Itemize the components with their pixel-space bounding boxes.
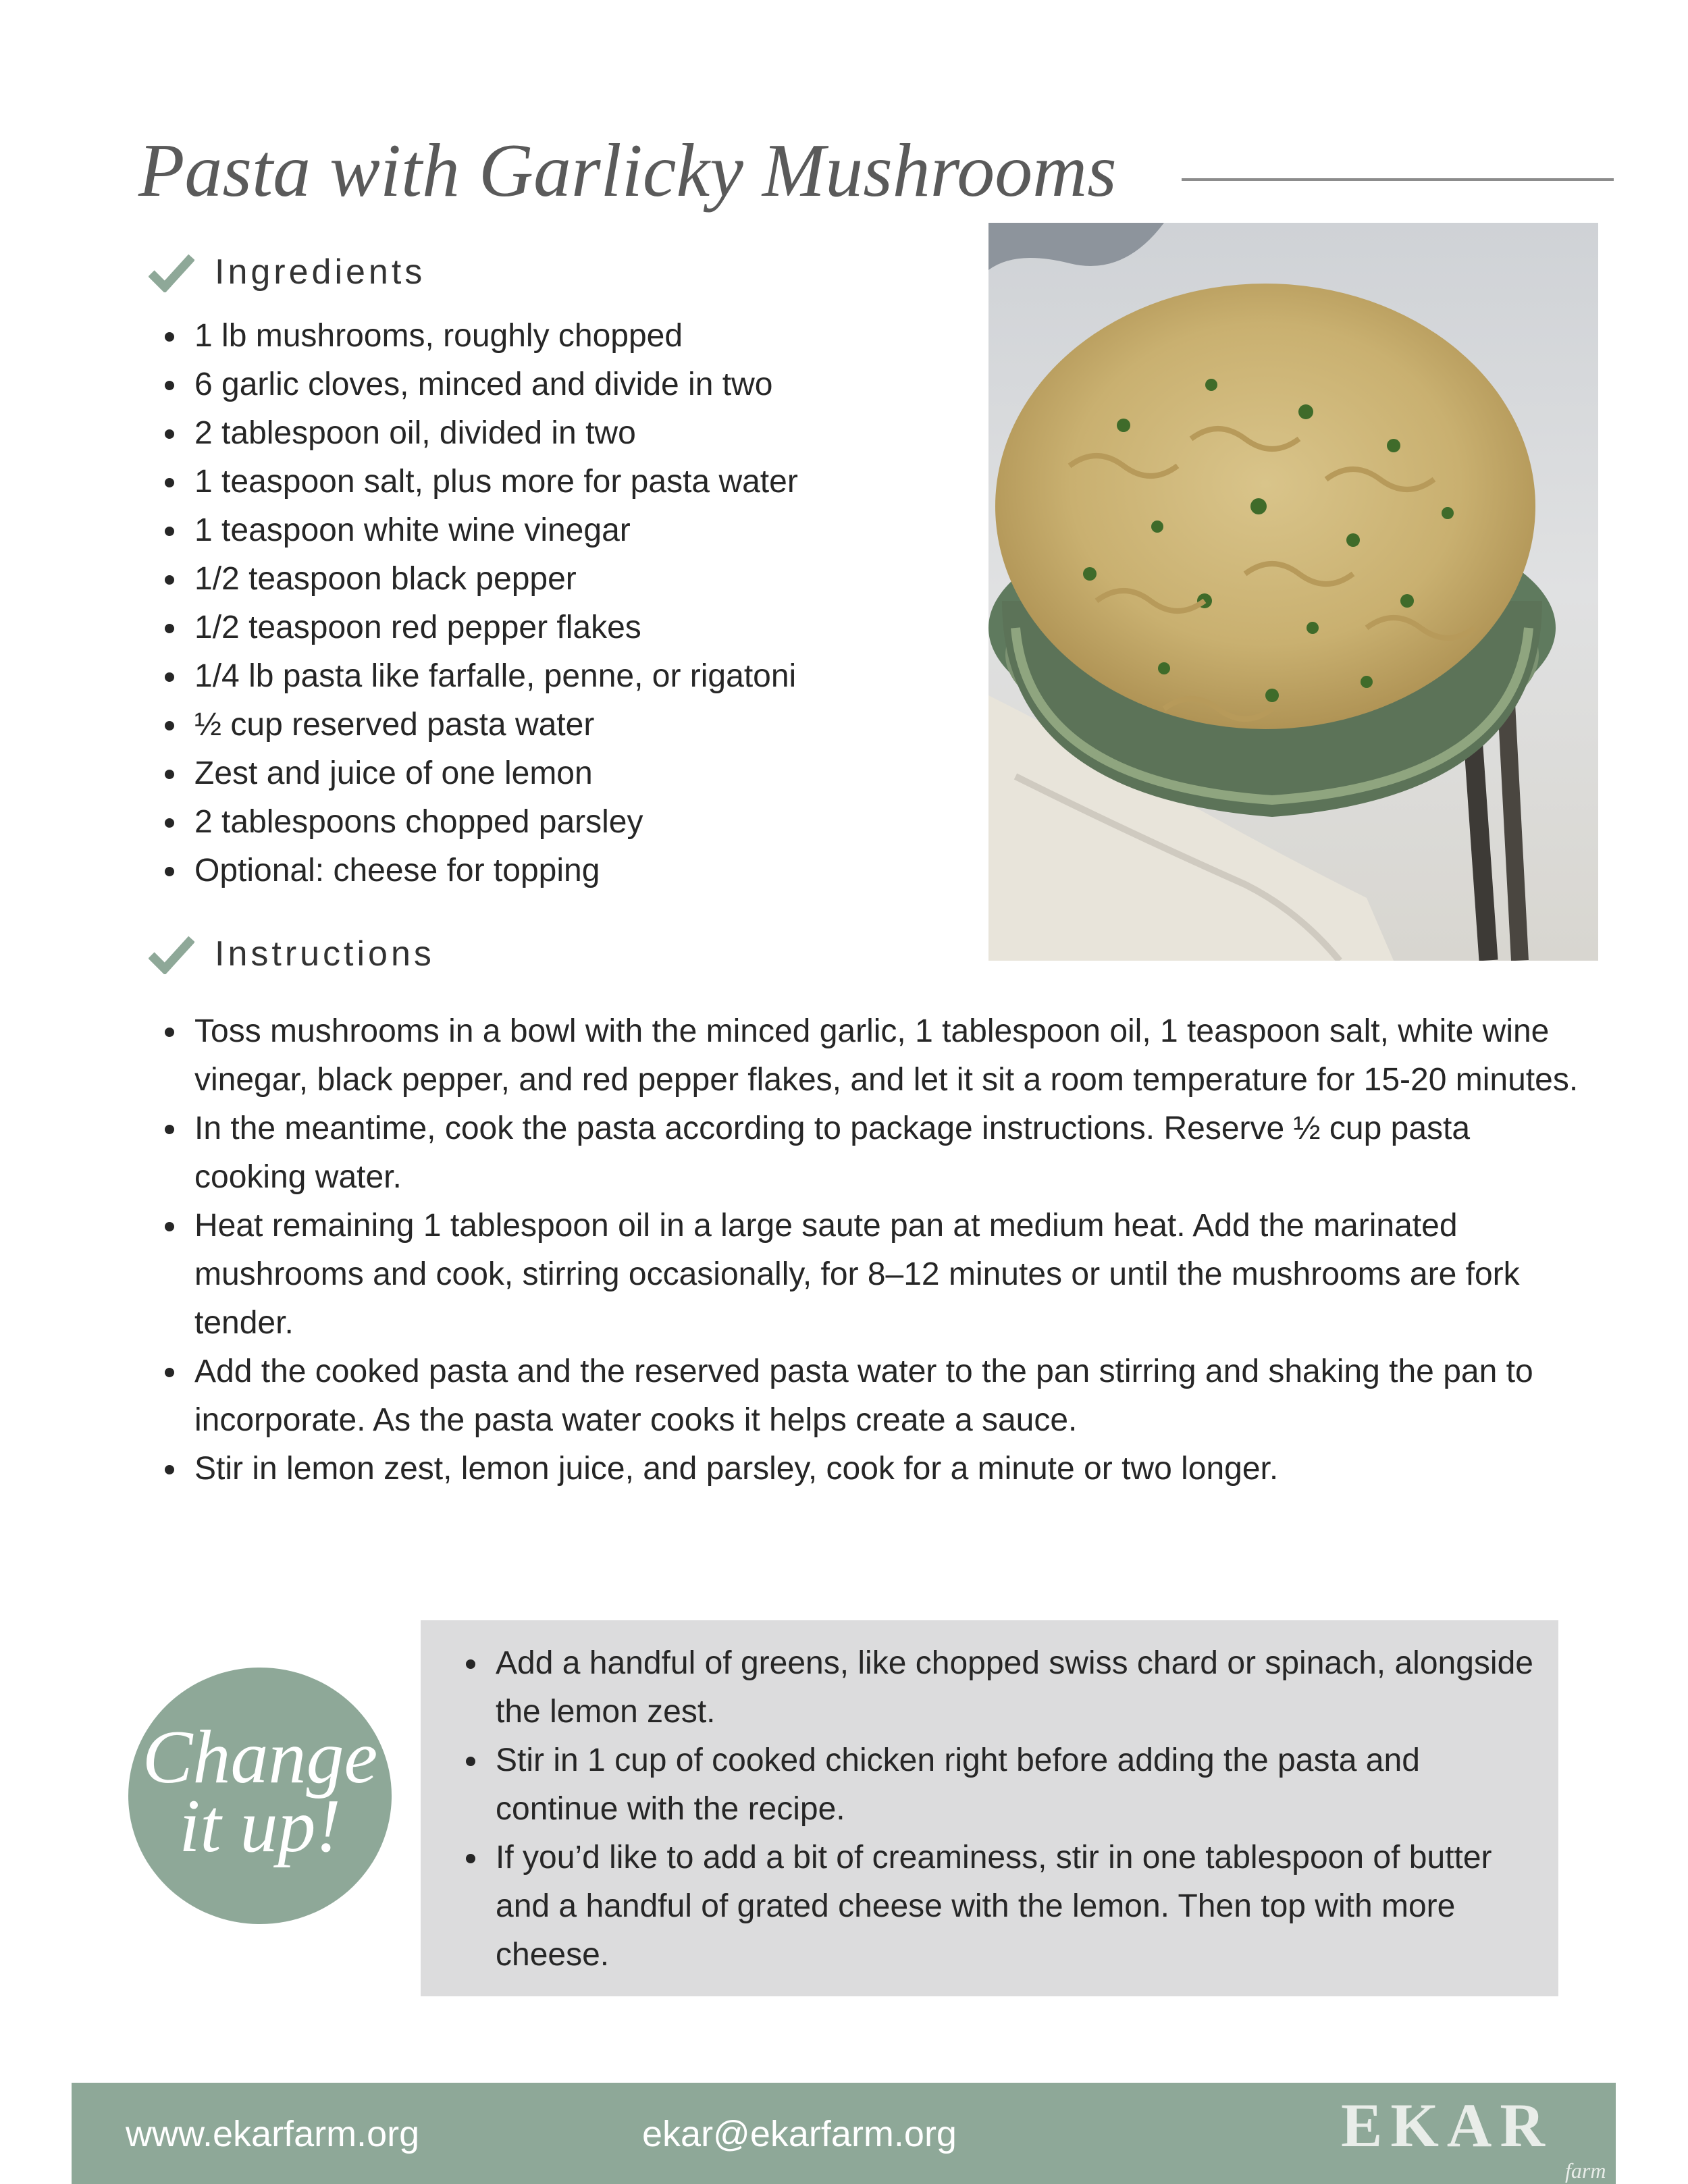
- website-link[interactable]: www.ekarfarm.org: [126, 2114, 420, 2154]
- list-item: 2 tablespoon oil, divided in two: [157, 409, 953, 458]
- title-divider: [1182, 178, 1614, 181]
- list-item: 6 garlic cloves, minced and divide in two: [157, 361, 953, 409]
- list-item: ½ cup reserved pasta water: [157, 701, 953, 749]
- ingredients-header: [149, 245, 425, 299]
- list-item: If you’d like to add a bit of creaminess, stir in one tablespoon of butter and a handful of grated cheese with the lemon. Then top with more cheese.: [458, 1834, 1538, 1979]
- logo-subtext: farm: [1565, 2158, 1606, 2183]
- list-item: 1/2 teaspoon black pepper: [157, 555, 953, 604]
- recipe-title: Pasta with Garlicky Mushrooms: [138, 129, 1117, 213]
- logo-wordmark: EKAR: [1341, 2091, 1553, 2160]
- change-it-up-badge: [128, 1668, 392, 1924]
- instructions-heading: Instructions: [215, 934, 435, 974]
- check-icon: [149, 252, 194, 292]
- tips-list: [458, 1639, 1538, 1979]
- list-item: 1 lb mushrooms, roughly chopped: [157, 312, 953, 361]
- list-item: 1 teaspoon white wine vinegar: [157, 506, 953, 555]
- badge-line-1: Change: [142, 1715, 378, 1799]
- list-item: Optional: cheese for topping: [157, 847, 953, 895]
- ekar-farm-logo: [1341, 2088, 1606, 2183]
- list-item: 1/4 lb pasta like farfalle, penne, or rigatoni: [157, 652, 953, 701]
- list-item: 1/2 teaspoon red pepper flakes: [157, 604, 953, 652]
- list-item: Add the cooked pasta and the reserved pasta water to the pan stirring and shaking the pan to incorporate. As the pasta water cooks it helps create a sauce.: [157, 1348, 1581, 1445]
- check-icon: [149, 934, 194, 974]
- list-item: In the meantime, cook the pasta according to package instructions. Reserve ½ cup pasta cooking water.: [157, 1104, 1581, 1202]
- email-link[interactable]: ekar@ekarfarm.org: [642, 2114, 957, 2154]
- list-item: Toss mushrooms in a bowl with the minced garlic, 1 tablespoon oil, 1 teaspoon salt, white wine vinegar, black pepper, and red pepper flakes, and let it sit a room temperature for 15-20 minutes.: [157, 1007, 1581, 1104]
- list-item: Zest and juice of one lemon: [157, 749, 953, 798]
- list-item: 2 tablespoons chopped parsley: [157, 798, 953, 847]
- list-item: Add a handful of greens, like chopped swiss chard or spinach, alongside the lemon zest.: [458, 1639, 1538, 1736]
- instructions-header: [149, 927, 435, 981]
- list-item: Stir in lemon zest, lemon juice, and parsley, cook for a minute or two longer.: [157, 1445, 1581, 1493]
- ingredients-heading: Ingredients: [215, 252, 426, 292]
- list-item: 1 teaspoon salt, plus more for pasta water: [157, 458, 953, 506]
- list-item: Stir in 1 cup of cooked chicken right before adding the pasta and continue with the recipe.: [458, 1736, 1538, 1834]
- ingredients-list: [157, 312, 953, 895]
- pasta-bowl-photo: [988, 223, 1598, 961]
- badge-line-2: it up!: [179, 1784, 341, 1868]
- footer: [72, 2083, 1616, 2184]
- list-item: Heat remaining 1 tablespoon oil in a large saute pan at medium heat. Add the marinated mushrooms and cook, stirring occasionally, for 8–12 minutes or until the mushrooms are fork tender.: [157, 1202, 1581, 1348]
- instructions-list: [157, 1007, 1581, 1493]
